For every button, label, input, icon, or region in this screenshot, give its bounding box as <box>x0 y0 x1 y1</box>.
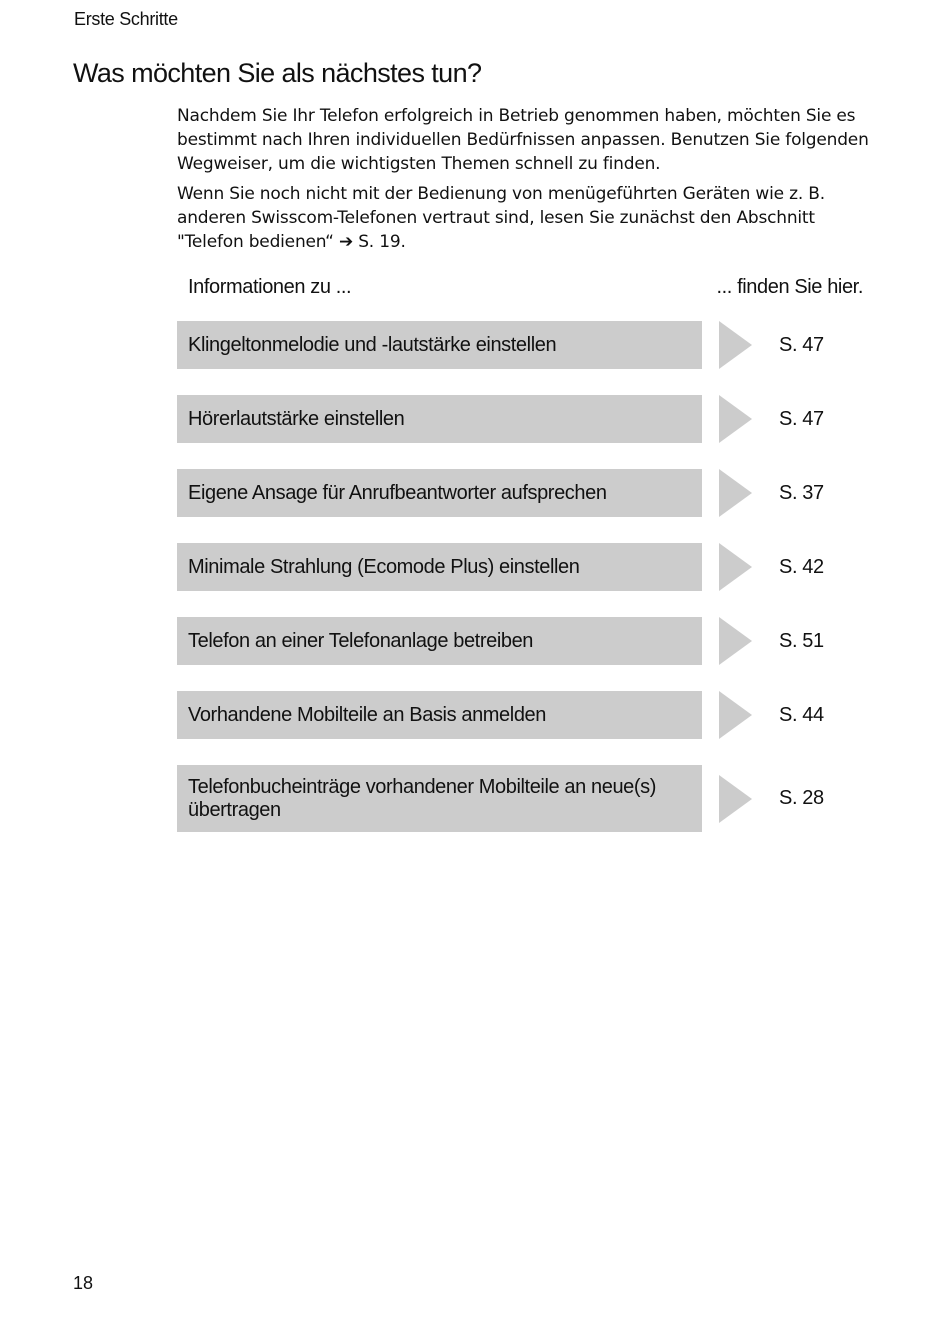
topic-label: Eigene Ansage für Anrufbeantworter aufsprechen <box>177 469 702 517</box>
intro-paragraph-2-text: Wenn Sie noch nicht mit der Bedienung von menügeführten Geräten wie z. B. anderen Swisscom-Telefonen vertraut sind, lesen Sie zunächst den Abschnitt "Telefon bedienen“ <box>177 184 825 252</box>
topic-page-reference[interactable]: S. 42 <box>779 555 824 578</box>
triangle-right-icon <box>719 395 752 443</box>
topic-label: Vorhandene Mobilteile an Basis anmelden <box>177 691 702 739</box>
topic-label: Telefonbucheinträge vorhandener Mobilteile an neue(s) übertragen <box>177 765 702 832</box>
triangle-right-icon <box>719 775 752 823</box>
triangle-right-icon <box>719 469 752 517</box>
topic-page-reference[interactable]: S. 47 <box>779 333 824 356</box>
page-title: Was möchten Sie als nächstes tun? <box>73 58 482 88</box>
topic-page-reference[interactable]: S. 44 <box>779 703 824 726</box>
topic-label: Hörerlautstärke einstellen <box>177 395 702 443</box>
intro-paragraph-2 <box>177 182 877 254</box>
topic-row[interactable] <box>177 395 863 443</box>
topic-label: Klingeltonmelodie und -lautstärke einstellen <box>177 321 702 369</box>
intro-paragraph-1: Nachdem Sie Ihr Telefon erfolgreich in Betrieb genommen haben, möchten Sie es bestimmt nach Ihren individuellen Bedürfnissen anpassen. Benutzen Sie folgenden Wegweiser, um die wichtigsten Themen schnell zu finden. <box>177 106 869 174</box>
topic-page-reference[interactable]: S. 28 <box>779 787 824 809</box>
triangle-right-icon <box>719 543 752 591</box>
triangle-right-icon <box>719 321 752 369</box>
topic-row[interactable] <box>177 469 863 517</box>
intro-page-reference[interactable]: S. 19. <box>358 232 406 252</box>
intro-text <box>177 104 877 260</box>
arrow-right-icon: ➔ <box>338 232 353 252</box>
topic-list <box>177 321 863 858</box>
topic-page-reference[interactable]: S. 37 <box>779 481 824 504</box>
topic-page-reference[interactable]: S. 47 <box>779 407 824 430</box>
triangle-right-icon <box>719 617 752 665</box>
topic-row[interactable] <box>177 321 863 369</box>
triangle-right-icon <box>719 691 752 739</box>
table-header-topic: Informationen zu ... <box>188 276 352 298</box>
topic-row[interactable] <box>177 543 863 591</box>
page-number: 18 <box>73 1273 94 1293</box>
topic-row[interactable] <box>177 765 863 832</box>
topic-label: Telefon an einer Telefonanlage betreiben <box>177 617 702 665</box>
table-header <box>177 276 863 302</box>
topic-row[interactable] <box>177 691 863 739</box>
topic-label: Minimale Strahlung (Ecomode Plus) einstellen <box>177 543 702 591</box>
topic-row[interactable] <box>177 617 863 665</box>
topic-page-reference[interactable]: S. 51 <box>779 629 824 652</box>
running-head: Erste Schritte <box>74 9 178 29</box>
table-header-page: ... finden Sie hier. <box>716 276 863 298</box>
